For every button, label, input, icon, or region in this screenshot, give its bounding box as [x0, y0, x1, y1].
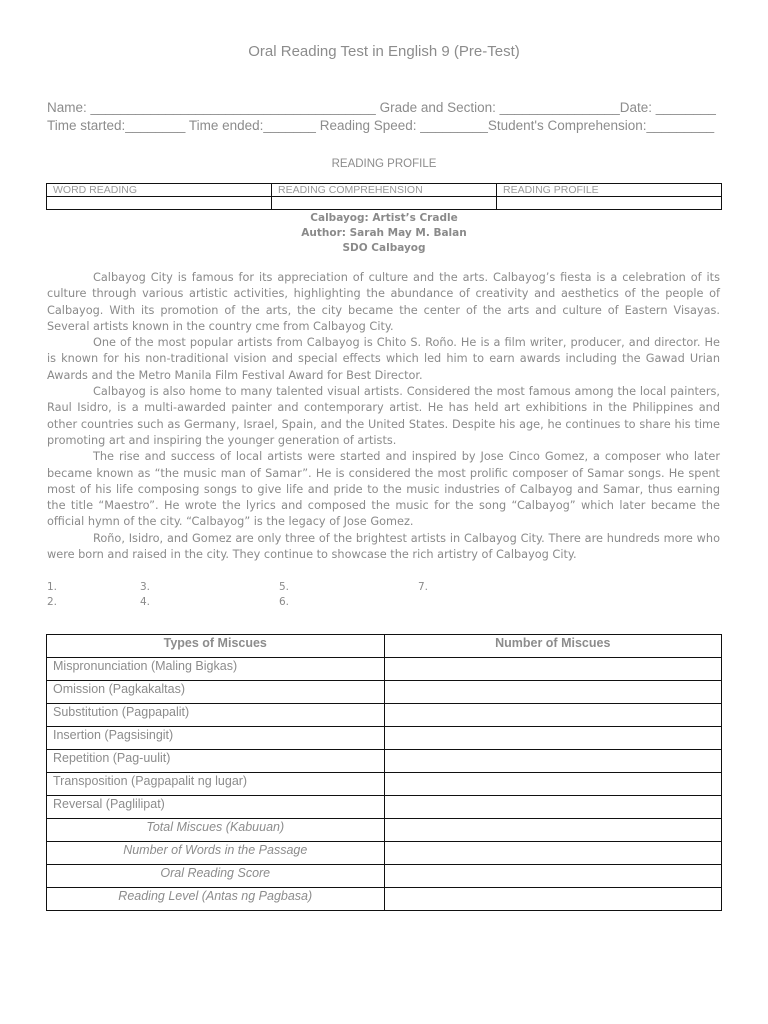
- table-row: [47, 681, 722, 704]
- reading-comprehension-header: READING COMPREHENSION: [272, 184, 497, 197]
- miscue-count-cell: [384, 727, 722, 750]
- miscue-type-label: Substitution (Pagpapalit): [47, 704, 385, 727]
- miscue-count-cell: [384, 773, 722, 796]
- reading-profile-table: [46, 183, 722, 210]
- story-paragraph: Calbayog City is famous for its appreciation of culture and the arts. Calbayog’s fiesta is a celebration of its culture through various artistic activities, highlighting the abundance of creativity and aesthetics of the people of Calbayog. With its promotion of the arts, the city became the center of the arts and culture of Eastern Visayas. Several artists known in the country cme from Calbayog City.: [47, 271, 720, 333]
- miscue-type-label: Repetition (Pag-uulit): [47, 750, 385, 773]
- miscue-type-label: Transposition (Pagpapalit ng lugar): [47, 773, 385, 796]
- table-row: [47, 773, 722, 796]
- question-number: 1.: [47, 581, 58, 593]
- story-title: Calbayog: Artist’s Cradle: [310, 212, 458, 224]
- table-row: [47, 750, 722, 773]
- table-row: [47, 658, 722, 681]
- profile-header-row: [47, 184, 722, 197]
- table-row: [47, 842, 722, 865]
- summary-value-cell: [384, 888, 722, 911]
- question-number: 5.: [279, 581, 290, 593]
- miscue-type-label: Omission (Pagkakaltas): [47, 681, 385, 704]
- reading-profile-label: READING PROFILE: [331, 158, 437, 170]
- number-of-miscues-header: Number of Miscues: [384, 635, 722, 658]
- time-speed-comprehension-line: Time started:________ Time ended:_______ Reading Speed: _________Student's Comprehension:_________: [47, 118, 715, 133]
- summary-label: Oral Reading Score: [47, 865, 385, 888]
- summary-label: Reading Level (Antas ng Pagbasa): [47, 888, 385, 911]
- story-passage: [47, 270, 720, 563]
- story-heading: [0, 211, 768, 256]
- miscue-count-cell: [384, 658, 722, 681]
- word-reading-cell: [47, 197, 272, 210]
- table-row: [47, 888, 722, 911]
- reading-profile-header: READING PROFILE: [497, 184, 722, 197]
- word-reading-header: WORD READING: [47, 184, 272, 197]
- story-author: Author: Sarah May M. Balan: [301, 227, 467, 239]
- profile-entry-row: [47, 197, 722, 210]
- reading-profile-cell: [497, 197, 722, 210]
- miscue-count-cell: [384, 681, 722, 704]
- question-number: 6.: [279, 596, 290, 608]
- story-source: SDO Calbayog: [342, 242, 426, 254]
- question-number: 2.: [47, 596, 58, 608]
- miscues-header-row: [47, 635, 722, 658]
- name-grade-date-line: Name: ______________________________________ Grade and Section: ________________Date: ________: [47, 100, 716, 115]
- summary-value-cell: [384, 865, 722, 888]
- page-title: Oral Reading Test in English 9 (Pre-Test): [248, 43, 520, 60]
- summary-label: Number of Words in the Passage: [47, 842, 385, 865]
- miscue-count-cell: [384, 796, 722, 819]
- question-number: 7.: [418, 581, 429, 593]
- miscue-type-label: Insertion (Pagsisingit): [47, 727, 385, 750]
- table-row: [47, 704, 722, 727]
- table-row: [47, 796, 722, 819]
- story-paragraph: Roño, Isidro, and Gomez are only three of the brightest artists in Calbayog City. There are hundreds more who were born and raised in the city. They continue to showcase the rich artistry of Calbayog City.: [47, 531, 720, 562]
- reading-comprehension-cell: [272, 197, 497, 210]
- summary-label: Total Miscues (Kabuuan): [47, 819, 385, 842]
- miscue-count-cell: [384, 750, 722, 773]
- miscue-type-label: Mispronunciation (Maling Bigkas): [47, 658, 385, 681]
- story-paragraph: One of the most popular artists from Calbayog is Chito S. Roño. He is a film writer, producer, and director. He is known for his non-traditional vision and special effects which led him to earn awards including the Gawad Urian Awards and the Metro Manila Film Festival Award for Best Director.: [47, 336, 720, 382]
- miscues-table: [46, 634, 722, 911]
- miscue-type-label: Reversal (Paglilipat): [47, 796, 385, 819]
- summary-value-cell: [384, 819, 722, 842]
- summary-value-cell: [384, 842, 722, 865]
- question-number: 4.: [140, 596, 151, 608]
- story-paragraph: Calbayog is also home to many talented visual artists. Considered the most famous among the local painters, Raul Isidro, is a multi-awarded painter and contemporary artist. He has held art exhibitions in the Philippines and other countries such as Germany, Israel, Spain, and the United States. Despite his age, he continues to share his time promoting art and inspiring the younger generation of artists.: [47, 385, 720, 447]
- table-row: [47, 865, 722, 888]
- types-of-miscues-header: Types of Miscues: [47, 635, 385, 658]
- miscue-count-cell: [384, 704, 722, 727]
- story-paragraph: The rise and success of local artists were started and inspired by Jose Cinco Gomez, a composer who later became known as “the music man of Samar”. He is considered the most prolific composer of Samar songs. He spent most of his life composing songs to give life and pride to the music industries of Calbayog and Samar, thus earning the title “Maestro”. He wrote the lyrics and composed the music for the song “Calbayog” which later became the official hymn of the city. “Calbayog” is the legacy of Jose Gomez.: [47, 450, 720, 529]
- table-row: [47, 727, 722, 750]
- question-number: 3.: [140, 581, 151, 593]
- table-row: [47, 819, 722, 842]
